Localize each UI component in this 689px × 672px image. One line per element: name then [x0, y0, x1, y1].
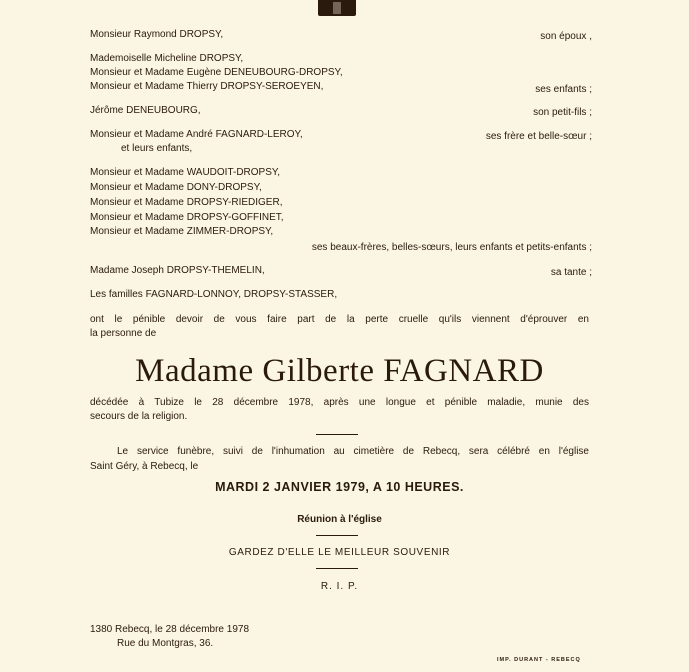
sibling-1: Monsieur et Madame André FAGNARD-LEROY, — [90, 129, 303, 140]
child-3: Monsieur et Madame Thierry DROPSY-SEROEYEN, — [90, 81, 324, 92]
siblings-relation: ses frère et belle-sœur ; — [485, 131, 592, 142]
families-line: Les familles FAGNARD-LONNOY, DROPSY-STASSER, — [90, 289, 338, 300]
aunt-name: Madame Joseph DROPSY-THEMELIN, — [90, 265, 265, 276]
in-law-2: Monsieur et Madame DONY-DROPSY, — [90, 182, 262, 193]
in-law-3: Monsieur et Madame DROPSY-RIEDIGER, — [90, 197, 283, 208]
sibling-2: et leurs enfants, — [121, 143, 193, 154]
spouse-relation: son époux , — [540, 31, 592, 42]
divider-2 — [316, 535, 358, 536]
announcement-line-1: ont le pénible devoir de vous faire part de la perte cruelle qu'ils viennent d'éprouver en — [90, 314, 589, 325]
spouse-name: Monsieur Raymond DROPSY, — [90, 29, 224, 40]
deceased-name: Madame Gilberte FAGNARD — [135, 353, 544, 389]
announcement-line-2: la personne de — [90, 328, 157, 339]
service-datetime: MARDI 2 JANVIER 1979, A 10 HEURES. — [215, 480, 464, 494]
cross-icon — [318, 0, 356, 16]
printer-imprint: IMP. DURANT - REBECQ — [497, 657, 581, 663]
gathering-note: Réunion à l'église — [297, 514, 382, 525]
grandchild-relation: son petit-fils ; — [533, 107, 592, 118]
children-relation: ses enfants ; — [535, 84, 592, 95]
divider-3 — [316, 568, 358, 569]
address-line-2: Rue du Montgras, 36. — [117, 638, 214, 649]
death-line-1: décédée à Tubize le 28 décembre 1978, après une longue et pénible maladie, munie des — [90, 397, 589, 408]
divider-1 — [316, 434, 358, 435]
service-line-2: Saint Géry, à Rebecq, le — [90, 461, 199, 472]
in-law-4: Monsieur et Madame DROPSY-GOFFINET, — [90, 212, 284, 223]
remembrance-line: GARDEZ D'ELLE LE MEILLEUR SOUVENIR — [228, 547, 451, 558]
service-line-1: Le service funèbre, suivi de l'inhumation au cimetière de Rebecq, sera célébré en l'église — [117, 446, 589, 457]
aunt-relation: sa tante ; — [550, 267, 592, 278]
child-2: Monsieur et Madame Eugène DENEUBOURG-DROPSY, — [90, 67, 343, 78]
address-line-1: 1380 Rebecq, le 28 décembre 1978 — [90, 624, 250, 635]
in-laws-relation: ses beaux-frères, belles-sœurs, leurs enfants et petits-enfants ; — [311, 242, 592, 253]
in-law-1: Monsieur et Madame WAUDOIT-DROPSY, — [90, 167, 281, 178]
child-1: Mademoiselle Micheline DROPSY, — [90, 53, 244, 64]
rip-line: R. I. P. — [320, 581, 359, 592]
in-law-5: Monsieur et Madame ZIMMER-DROPSY, — [90, 226, 274, 237]
grandchild-name: Jérôme DENEUBOURG, — [90, 105, 201, 116]
death-line-2: secours de la religion. — [90, 411, 188, 422]
